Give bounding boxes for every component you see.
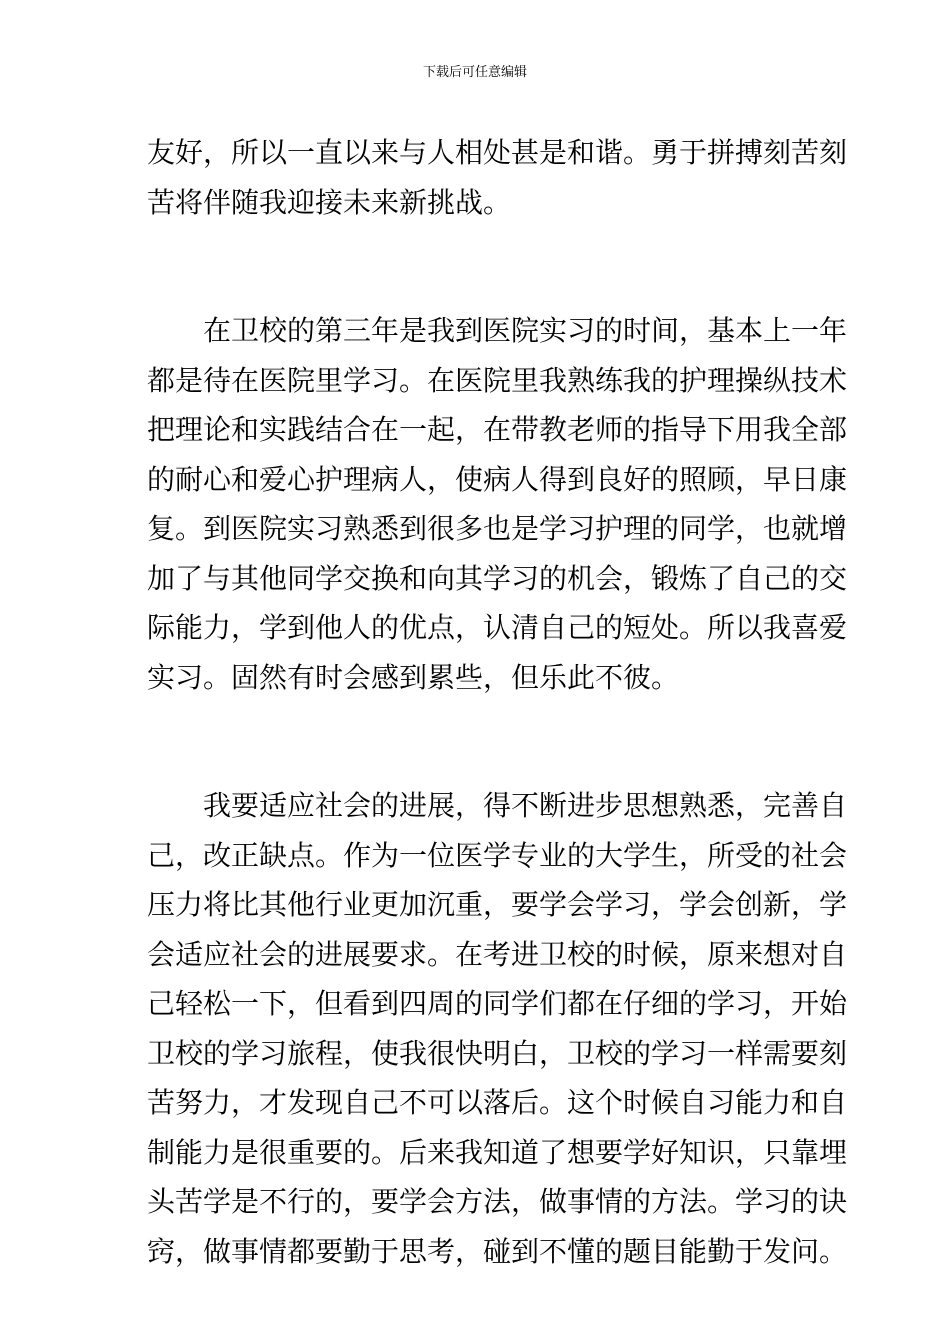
text-line: 苦将伴随我迎接未来新挑战。 xyxy=(147,185,512,219)
text-line: 际能力，学到他人的优点，认清自己的短处。所以我喜爱 xyxy=(147,611,848,644)
document-body xyxy=(147,128,848,1276)
page-header: 下载后可任意编辑 xyxy=(422,65,527,80)
text-line: 会适应社会的进展要求。在考进卫校的时候，原来想对自 xyxy=(147,937,848,971)
text-line: 头苦学是不行的，要学会方法，做事情的方法。学习的诀 xyxy=(147,1185,848,1218)
text-line: 卫校的学习旅程，使我很快明白，卫校的学习一样需要刻 xyxy=(147,1036,848,1070)
text-line: 加了与其他同学交换和向其学习的机会，锻炼了自己的交 xyxy=(147,561,848,595)
text-line: 制能力是很重要的。后来我知道了想要学好知识，只靠埋 xyxy=(147,1135,848,1169)
text-line: 友好，所以一直以来与人相处甚是和谐。勇于拼搏刻苦刻 xyxy=(147,136,848,169)
paragraph-2 xyxy=(147,306,848,702)
text-line: 压力将比其他行业更加沉重，要学会学习，学会创新，学 xyxy=(147,888,848,921)
text-line: 窍，做事情都要勤于思考，碰到不懂的题目能勤于发问。 xyxy=(147,1234,848,1268)
text-line: 把理论和实践结合在一起，在带教老师的指导下用我全部 xyxy=(147,413,848,446)
text-line: 己，改正缺点。作为一位医学专业的大学生，所受的社会 xyxy=(147,838,848,872)
paragraph-1 xyxy=(147,128,848,227)
text-line: 苦努力，才发现自己不可以落后。这个时候自习能力和自 xyxy=(147,1086,848,1119)
text-line: 复。到医院实习熟悉到很多也是学习护理的同学，也就增 xyxy=(147,512,848,545)
text-line: 己轻松一下，但看到四周的同学们都在仔细的学习，开始 xyxy=(147,987,848,1020)
text-line: 在卫校的第三年是我到医院实习的时间，基本上一年 xyxy=(147,314,848,347)
text-line: 的耐心和爱心护理病人，使病人得到良好的照顾，早日康 xyxy=(147,462,848,496)
text-line: 实习。固然有时会感到累些，但乐此不彼。 xyxy=(147,660,680,694)
text-line: 都是待在医院里学习。在医院里我熟练我的护理操纵技术 xyxy=(147,363,848,397)
paragraph-3 xyxy=(147,781,848,1276)
text-line: 我要适应社会的进展，得不断进步思想熟悉，完善自 xyxy=(147,789,848,822)
